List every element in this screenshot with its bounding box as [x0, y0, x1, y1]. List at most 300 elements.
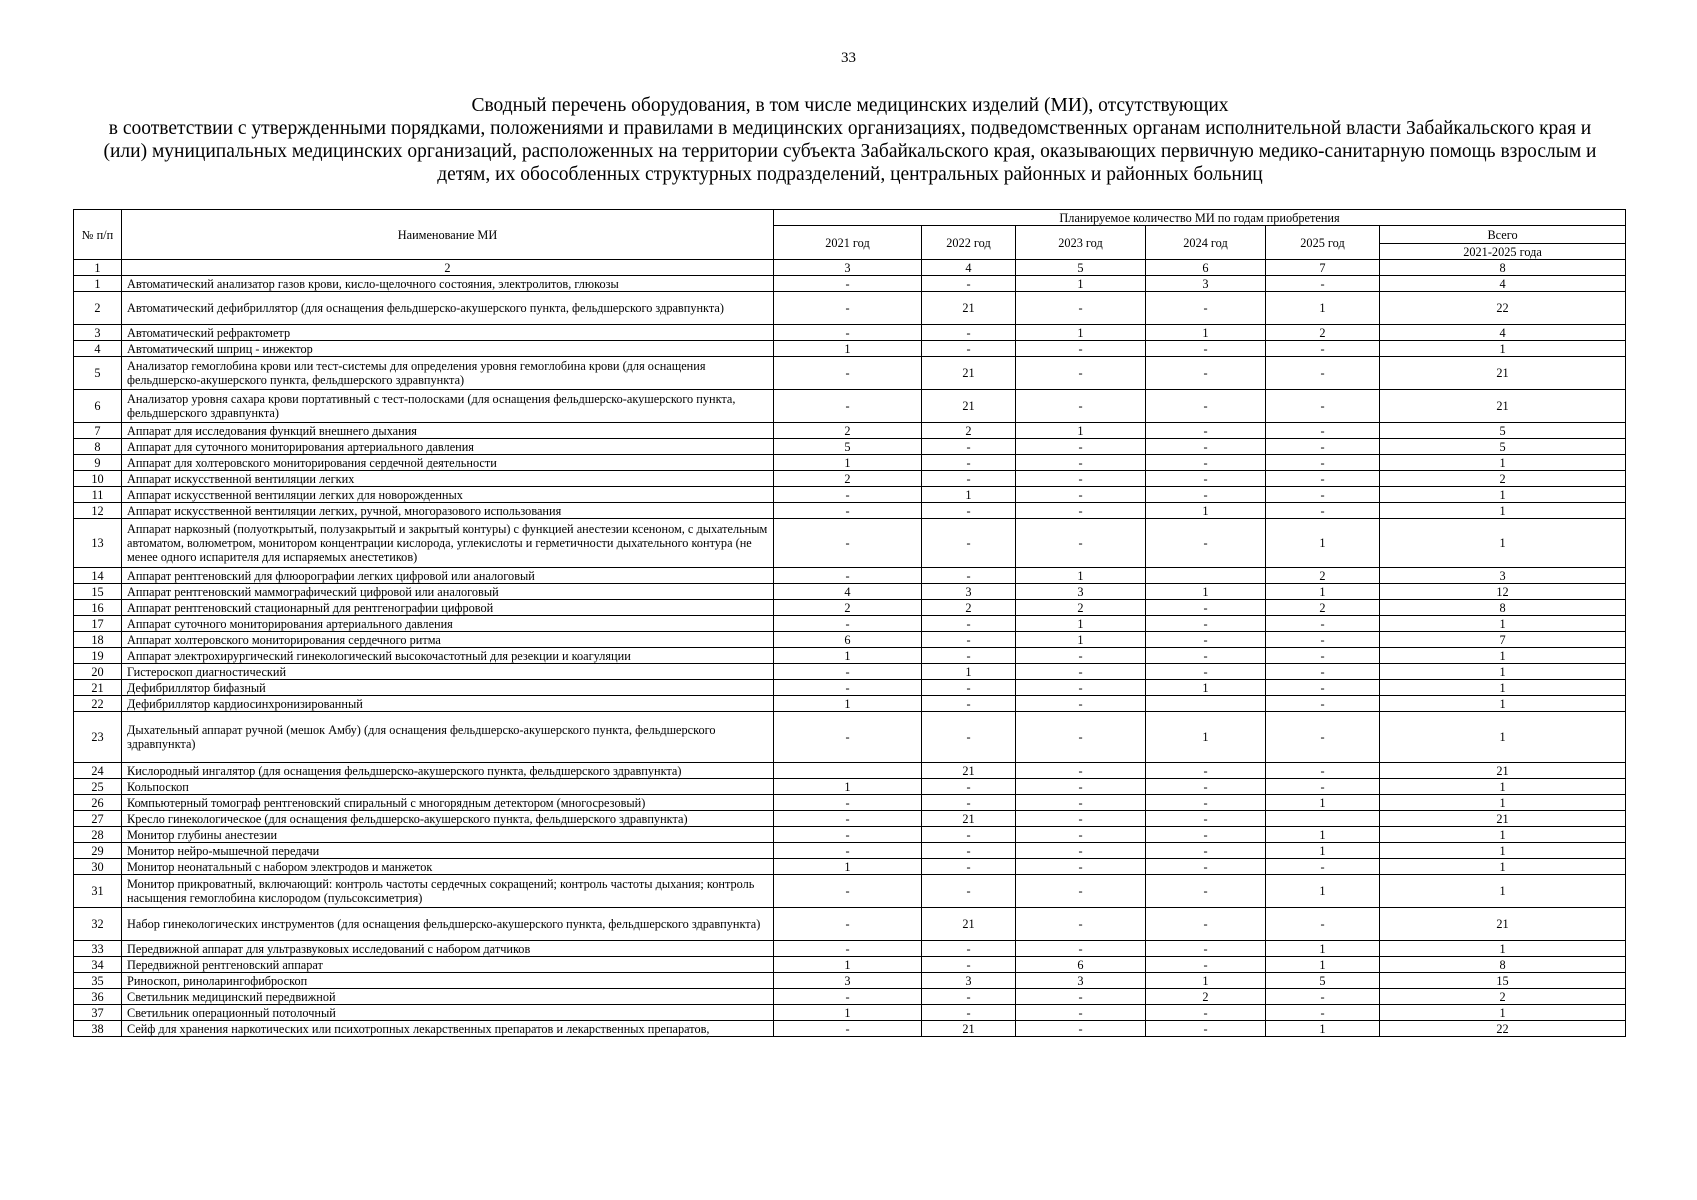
- item-name: Аппарат рентгеновский для флюорографии легких цифровой или аналоговый: [122, 568, 774, 584]
- qty-2024: -: [1146, 616, 1266, 632]
- qty-2021: -: [774, 680, 922, 696]
- row-number: 37: [74, 1005, 122, 1021]
- header-year-2021: 2021 год: [774, 226, 922, 260]
- qty-2025: 1: [1266, 519, 1380, 568]
- qty-2024: -: [1146, 292, 1266, 325]
- qty-2024: -: [1146, 779, 1266, 795]
- qty-2021: [774, 763, 922, 779]
- item-name: Аппарат для исследования функций внешнего дыхания: [122, 423, 774, 439]
- item-name: Передвижной рентгеновский аппарат: [122, 957, 774, 973]
- qty-2022: 21: [922, 763, 1016, 779]
- qty-2025: -: [1266, 664, 1380, 680]
- qty-2023: -: [1016, 292, 1146, 325]
- qty-2024: -: [1146, 827, 1266, 843]
- item-name: Сейф для хранения наркотических или психотропных лекарственных препаратов и лекарственных препаратов,: [122, 1021, 774, 1037]
- qty-total: 8: [1380, 600, 1626, 616]
- qty-2025: 1: [1266, 843, 1380, 859]
- qty-2023: 3: [1016, 584, 1146, 600]
- qty-total: 1: [1380, 779, 1626, 795]
- qty-2021: -: [774, 568, 922, 584]
- header-total: Всего: [1380, 226, 1626, 244]
- qty-2023: 1: [1016, 276, 1146, 292]
- qty-2021: -: [774, 827, 922, 843]
- table-row: [74, 908, 1626, 941]
- qty-2023: 1: [1016, 423, 1146, 439]
- qty-2024: -: [1146, 455, 1266, 471]
- item-name: Светильник операционный потолочный: [122, 1005, 774, 1021]
- item-name: Кислородный ингалятор (для оснащения фельдшерско-акушерского пункта, фельдшерского здравпункта): [122, 763, 774, 779]
- qty-2023: -: [1016, 487, 1146, 503]
- equipment-table: [73, 209, 1626, 1037]
- qty-2022: -: [922, 795, 1016, 811]
- table-row: [74, 471, 1626, 487]
- qty-total: 1: [1380, 1005, 1626, 1021]
- item-name: Дефибриллятор кардиосинхронизированный: [122, 696, 774, 712]
- qty-2022: 21: [922, 357, 1016, 390]
- qty-total: 8: [1380, 957, 1626, 973]
- row-number: 6: [74, 390, 122, 423]
- qty-total: 1: [1380, 680, 1626, 696]
- qty-total: 22: [1380, 292, 1626, 325]
- row-number: 34: [74, 957, 122, 973]
- header-year-2022: 2022 год: [922, 226, 1016, 260]
- document-title: [70, 94, 1630, 186]
- row-number: 22: [74, 696, 122, 712]
- qty-total: 1: [1380, 941, 1626, 957]
- row-number: 24: [74, 763, 122, 779]
- row-number: 26: [74, 795, 122, 811]
- qty-total: 4: [1380, 325, 1626, 341]
- qty-2022: -: [922, 680, 1016, 696]
- qty-2025: -: [1266, 455, 1380, 471]
- qty-2022: -: [922, 712, 1016, 763]
- row-number: 23: [74, 712, 122, 763]
- qty-total: 21: [1380, 390, 1626, 423]
- qty-2021: -: [774, 989, 922, 1005]
- qty-2025: -: [1266, 276, 1380, 292]
- qty-2023: -: [1016, 390, 1146, 423]
- table-row: [74, 875, 1626, 908]
- qty-2024: -: [1146, 908, 1266, 941]
- table-row: [74, 827, 1626, 843]
- qty-total: 15: [1380, 973, 1626, 989]
- row-number: 15: [74, 584, 122, 600]
- qty-2021: -: [774, 503, 922, 519]
- qty-2021: -: [774, 875, 922, 908]
- table-row: [74, 843, 1626, 859]
- qty-2021: -: [774, 276, 922, 292]
- qty-2023: -: [1016, 519, 1146, 568]
- item-name: Аппарат суточного мониторирования артериального давления: [122, 616, 774, 632]
- item-name: Дыхательный аппарат ручной (мешок Амбу) (для оснащения фельдшерско-акушерского пункта, фельдшерского здравпункта): [122, 712, 774, 763]
- header-year-2025: 2025 год: [1266, 226, 1380, 260]
- qty-2024: -: [1146, 795, 1266, 811]
- qty-2025: 1: [1266, 827, 1380, 843]
- table-row: [74, 648, 1626, 664]
- table-row: [74, 712, 1626, 763]
- item-name: Аппарат наркозный (полуоткрытый, полузакрытый и закрытый контуры) с функцией анестезии ксеноном, с дыхательным автоматом, волюметром, монитором концентрации кислорода, углекислоты и герметичности дыхательного контура (не менее одного испарителя для испаряемых анестетиков): [122, 519, 774, 568]
- qty-2025: -: [1266, 487, 1380, 503]
- qty-total: 7: [1380, 632, 1626, 648]
- table-row: [74, 584, 1626, 600]
- qty-2025: 1: [1266, 941, 1380, 957]
- qty-2023: 2: [1016, 600, 1146, 616]
- qty-2023: -: [1016, 859, 1146, 875]
- table-row: [74, 503, 1626, 519]
- qty-2025: -: [1266, 357, 1380, 390]
- item-name: Аппарат искусственной вентиляции легких, ручной, многоразового использования: [122, 503, 774, 519]
- qty-2022: -: [922, 632, 1016, 648]
- table-row: [74, 989, 1626, 1005]
- qty-2021: 4: [774, 584, 922, 600]
- qty-total: 1: [1380, 503, 1626, 519]
- qty-2021: -: [774, 519, 922, 568]
- qty-2024: -: [1146, 875, 1266, 908]
- qty-2021: 1: [774, 957, 922, 973]
- qty-2022: -: [922, 989, 1016, 1005]
- qty-2021: 1: [774, 859, 922, 875]
- qty-2021: 1: [774, 696, 922, 712]
- qty-2023: -: [1016, 763, 1146, 779]
- qty-2023: -: [1016, 827, 1146, 843]
- qty-2021: 6: [774, 632, 922, 648]
- qty-2024: -: [1146, 957, 1266, 973]
- qty-2021: -: [774, 390, 922, 423]
- qty-2025: -: [1266, 696, 1380, 712]
- table-row: [74, 696, 1626, 712]
- qty-2024: -: [1146, 1021, 1266, 1037]
- row-number: 36: [74, 989, 122, 1005]
- table-row: [74, 680, 1626, 696]
- item-name: Передвижной аппарат для ультразвуковых исследований с набором датчиков: [122, 941, 774, 957]
- qty-total: 1: [1380, 696, 1626, 712]
- column-number: 5: [1016, 260, 1146, 276]
- qty-2022: -: [922, 843, 1016, 859]
- qty-total: 1: [1380, 859, 1626, 875]
- qty-2022: 21: [922, 1021, 1016, 1037]
- qty-2025: 1: [1266, 584, 1380, 600]
- qty-2023: 3: [1016, 973, 1146, 989]
- qty-2024: -: [1146, 439, 1266, 455]
- qty-2022: -: [922, 519, 1016, 568]
- qty-2021: 2: [774, 471, 922, 487]
- item-name: Кольпоскоп: [122, 779, 774, 795]
- row-number: 25: [74, 779, 122, 795]
- header-total-period: 2021-2025 года: [1380, 244, 1626, 260]
- table-row: [74, 519, 1626, 568]
- qty-2021: -: [774, 795, 922, 811]
- qty-2025: 1: [1266, 795, 1380, 811]
- qty-2024: -: [1146, 357, 1266, 390]
- column-number: 3: [774, 260, 922, 276]
- qty-2025: -: [1266, 908, 1380, 941]
- title-line: (или) муниципальных медицинских организаций, расположенных на территории субъекта Забайкальского края, оказывающих первичную медико-санитарную помощь взрослым и: [103, 141, 1597, 162]
- qty-total: 2: [1380, 471, 1626, 487]
- qty-2022: -: [922, 341, 1016, 357]
- item-name: Компьютерный томограф рентгеновский спиральный с многорядным детектором (многосрезовый): [122, 795, 774, 811]
- qty-2024: [1146, 696, 1266, 712]
- row-number: 7: [74, 423, 122, 439]
- qty-2021: 1: [774, 648, 922, 664]
- qty-2024: -: [1146, 423, 1266, 439]
- qty-2021: -: [774, 811, 922, 827]
- qty-2024: 1: [1146, 712, 1266, 763]
- qty-2025: -: [1266, 471, 1380, 487]
- item-name: Автоматический рефрактометр: [122, 325, 774, 341]
- table-row: [74, 1005, 1626, 1021]
- item-name: Монитор нейро-мышечной передачи: [122, 843, 774, 859]
- qty-2024: 1: [1146, 973, 1266, 989]
- row-number: 14: [74, 568, 122, 584]
- row-number: 1: [74, 276, 122, 292]
- qty-2021: 5: [774, 439, 922, 455]
- table-row: [74, 779, 1626, 795]
- qty-total: 1: [1380, 664, 1626, 680]
- row-number: 32: [74, 908, 122, 941]
- qty-2025: -: [1266, 989, 1380, 1005]
- qty-2023: -: [1016, 843, 1146, 859]
- item-name: Монитор прикроватный, включающий: контроль частоты сердечных сокращений; контроль частоты дыхания; контроль насыщения гемоглобина кислородом (пульсоксиметрия): [122, 875, 774, 908]
- table-row: [74, 811, 1626, 827]
- qty-2023: -: [1016, 712, 1146, 763]
- table-row: [74, 763, 1626, 779]
- qty-2024: -: [1146, 811, 1266, 827]
- qty-2022: -: [922, 616, 1016, 632]
- qty-2025: -: [1266, 632, 1380, 648]
- qty-2023: -: [1016, 875, 1146, 908]
- qty-2022: -: [922, 957, 1016, 973]
- qty-2024: -: [1146, 843, 1266, 859]
- item-name: Анализатор гемоглобина крови или тест-системы для определения уровня гемоглобина крови (для оснащения фельдшерско-акушерского пункта, фельдшерского здравпункта): [122, 357, 774, 390]
- qty-2025: -: [1266, 859, 1380, 875]
- qty-2024: -: [1146, 763, 1266, 779]
- title-line: Сводный перечень оборудования, в том числе медицинских изделий (МИ), отсутствующих: [471, 95, 1229, 116]
- item-name: Монитор неонатальный с набором электродов и манжеток: [122, 859, 774, 875]
- row-number: 28: [74, 827, 122, 843]
- row-number: 8: [74, 439, 122, 455]
- title-line: детям, их обособленных структурных подразделений, центральных районных и районных больниц: [437, 164, 1263, 185]
- qty-2025: -: [1266, 423, 1380, 439]
- qty-2023: -: [1016, 811, 1146, 827]
- qty-2023: -: [1016, 795, 1146, 811]
- qty-2023: -: [1016, 471, 1146, 487]
- row-number: 17: [74, 616, 122, 632]
- qty-2021: -: [774, 616, 922, 632]
- qty-2021: 1: [774, 779, 922, 795]
- qty-2022: -: [922, 941, 1016, 957]
- row-number: 10: [74, 471, 122, 487]
- qty-2022: -: [922, 439, 1016, 455]
- item-name: Дефибриллятор бифазный: [122, 680, 774, 696]
- qty-2024: -: [1146, 487, 1266, 503]
- header-name: Наименование МИ: [122, 210, 774, 260]
- table-row: [74, 795, 1626, 811]
- table-row: [74, 439, 1626, 455]
- qty-2022: -: [922, 471, 1016, 487]
- qty-2021: -: [774, 357, 922, 390]
- qty-2024: 1: [1146, 680, 1266, 696]
- header-year-2024: 2024 год: [1146, 226, 1266, 260]
- item-name: Анализатор уровня сахара крови портативный с тест-полосками (для оснащения фельдшерско-акушерского пункта, фельдшерского здравпункта): [122, 390, 774, 423]
- qty-total: 1: [1380, 341, 1626, 357]
- qty-2022: 21: [922, 811, 1016, 827]
- item-name: Аппарат для суточного мониторирования артериального давления: [122, 439, 774, 455]
- row-number: 27: [74, 811, 122, 827]
- qty-total: 21: [1380, 811, 1626, 827]
- qty-total: 21: [1380, 763, 1626, 779]
- qty-2023: 1: [1016, 325, 1146, 341]
- qty-2025: -: [1266, 616, 1380, 632]
- qty-2022: -: [922, 325, 1016, 341]
- qty-total: 21: [1380, 357, 1626, 390]
- qty-2022: 21: [922, 292, 1016, 325]
- item-name: Автоматический шприц - инжектор: [122, 341, 774, 357]
- qty-2023: 1: [1016, 632, 1146, 648]
- qty-2022: -: [922, 568, 1016, 584]
- qty-2022: 3: [922, 584, 1016, 600]
- qty-2025: -: [1266, 763, 1380, 779]
- row-number: 18: [74, 632, 122, 648]
- qty-2024: -: [1146, 519, 1266, 568]
- table-row: [74, 568, 1626, 584]
- qty-2025: -: [1266, 680, 1380, 696]
- qty-2024: -: [1146, 471, 1266, 487]
- row-number: 3: [74, 325, 122, 341]
- qty-2023: -: [1016, 664, 1146, 680]
- qty-2024: -: [1146, 341, 1266, 357]
- qty-2021: 1: [774, 341, 922, 357]
- qty-2023: 1: [1016, 616, 1146, 632]
- qty-2024: -: [1146, 648, 1266, 664]
- qty-2022: -: [922, 503, 1016, 519]
- qty-total: 4: [1380, 276, 1626, 292]
- qty-2021: 1: [774, 455, 922, 471]
- column-number: 4: [922, 260, 1016, 276]
- qty-2021: -: [774, 941, 922, 957]
- qty-2023: -: [1016, 1005, 1146, 1021]
- qty-2024: 2: [1146, 989, 1266, 1005]
- table-row: [74, 390, 1626, 423]
- column-numbers-row: [74, 260, 1626, 276]
- table-row: [74, 859, 1626, 875]
- qty-total: 1: [1380, 455, 1626, 471]
- qty-2023: -: [1016, 341, 1146, 357]
- item-name: Кресло гинекологическое (для оснащения фельдшерско-акушерского пункта, фельдшерского здравпункта): [122, 811, 774, 827]
- item-name: Аппарат искусственной вентиляции легких: [122, 471, 774, 487]
- table-row: [74, 341, 1626, 357]
- row-number: 33: [74, 941, 122, 957]
- qty-2024: 1: [1146, 503, 1266, 519]
- qty-2021: 2: [774, 423, 922, 439]
- row-number: 2: [74, 292, 122, 325]
- qty-2024: -: [1146, 632, 1266, 648]
- page-number: 33: [841, 50, 856, 66]
- qty-2022: -: [922, 276, 1016, 292]
- qty-total: 5: [1380, 439, 1626, 455]
- item-name: Аппарат холтеровского мониторирования сердечного ритма: [122, 632, 774, 648]
- qty-total: 1: [1380, 712, 1626, 763]
- qty-2023: -: [1016, 1021, 1146, 1037]
- qty-total: 1: [1380, 843, 1626, 859]
- row-number: 11: [74, 487, 122, 503]
- qty-total: 1: [1380, 827, 1626, 843]
- qty-2023: -: [1016, 648, 1146, 664]
- table-row: [74, 600, 1626, 616]
- qty-2024: -: [1146, 941, 1266, 957]
- column-number: 1: [74, 260, 122, 276]
- item-name: Аппарат рентгеновский маммографический цифровой или аналоговый: [122, 584, 774, 600]
- qty-2021: -: [774, 712, 922, 763]
- table-row: [74, 1021, 1626, 1037]
- qty-2022: 2: [922, 600, 1016, 616]
- qty-total: 12: [1380, 584, 1626, 600]
- qty-2022: 1: [922, 487, 1016, 503]
- column-number: 2: [122, 260, 774, 276]
- qty-2021: 1: [774, 1005, 922, 1021]
- qty-2021: -: [774, 908, 922, 941]
- qty-2023: -: [1016, 357, 1146, 390]
- row-number: 4: [74, 341, 122, 357]
- qty-2023: 6: [1016, 957, 1146, 973]
- item-name: Набор гинекологических инструментов (для оснащения фельдшерско-акушерского пункта, фельдшерского здравпункта): [122, 908, 774, 941]
- qty-2022: -: [922, 648, 1016, 664]
- column-number: 7: [1266, 260, 1380, 276]
- qty-2022: 21: [922, 908, 1016, 941]
- qty-2025: -: [1266, 341, 1380, 357]
- qty-2022: -: [922, 779, 1016, 795]
- item-name: Аппарат искусственной вентиляции легких для новорожденных: [122, 487, 774, 503]
- qty-2021: 3: [774, 973, 922, 989]
- qty-2023: -: [1016, 439, 1146, 455]
- qty-2021: 2: [774, 600, 922, 616]
- row-number: 16: [74, 600, 122, 616]
- qty-2022: 1: [922, 664, 1016, 680]
- qty-2025: -: [1266, 439, 1380, 455]
- qty-2025: 1: [1266, 292, 1380, 325]
- table-row: [74, 325, 1626, 341]
- qty-2024: -: [1146, 664, 1266, 680]
- item-name: Гистероскоп диагностический: [122, 664, 774, 680]
- qty-2025: -: [1266, 712, 1380, 763]
- item-name: Аппарат рентгеновский стационарный для рентгенографии цифровой: [122, 600, 774, 616]
- qty-total: 22: [1380, 1021, 1626, 1037]
- qty-2024: -: [1146, 390, 1266, 423]
- qty-2025: 2: [1266, 325, 1380, 341]
- qty-2021: -: [774, 843, 922, 859]
- qty-2023: -: [1016, 503, 1146, 519]
- item-name: Риноскоп, риноларингофиброскоп: [122, 973, 774, 989]
- table-row: [74, 664, 1626, 680]
- qty-2024: 1: [1146, 584, 1266, 600]
- qty-2025: [1266, 811, 1380, 827]
- qty-2023: -: [1016, 455, 1146, 471]
- table-row: [74, 487, 1626, 503]
- item-name: Аппарат для холтеровского мониторирования сердечной деятельности: [122, 455, 774, 471]
- table-row: [74, 957, 1626, 973]
- row-number: 19: [74, 648, 122, 664]
- qty-2023: -: [1016, 908, 1146, 941]
- qty-2024: 1: [1146, 325, 1266, 341]
- item-name: Автоматический анализатор газов крови, кисло-щелочного состояния, электролитов, глюкозы: [122, 276, 774, 292]
- qty-2025: 1: [1266, 1021, 1380, 1037]
- header-planned: Планируемое количество МИ по годам приобретения: [774, 210, 1626, 226]
- table-row: [74, 357, 1626, 390]
- qty-total: 1: [1380, 519, 1626, 568]
- qty-2024: -: [1146, 600, 1266, 616]
- qty-total: 21: [1380, 908, 1626, 941]
- qty-2025: -: [1266, 390, 1380, 423]
- qty-2021: -: [774, 325, 922, 341]
